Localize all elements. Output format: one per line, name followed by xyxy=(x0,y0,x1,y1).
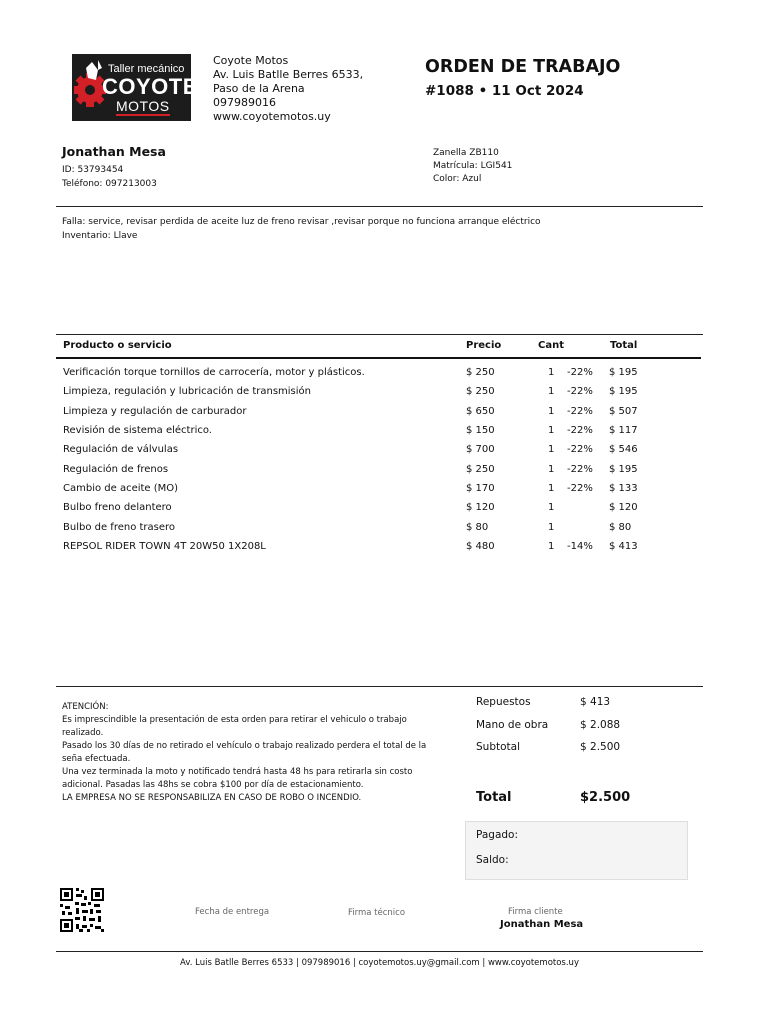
row-desc: Bulbo freno delantero xyxy=(63,502,172,514)
notice-section xyxy=(62,701,442,805)
issue-section xyxy=(62,215,541,243)
row-disc: -22% xyxy=(567,367,593,378)
row-disc: -14% xyxy=(567,541,593,553)
row-desc: Regulación de frenos xyxy=(63,463,169,475)
notice-p3: Una vez terminada la moto y notificado tendrá hasta 48 hs para retirarla sin costo adicional. Pasadas las 48hs se cobra $100 por día de estacionamiento. xyxy=(62,767,413,790)
order-number-date: #1088 • 11 Oct 2024 xyxy=(425,83,584,99)
client-name: Jonathan Mesa xyxy=(62,144,166,159)
row-desc: Verificación torque tornillos de carrocería, motor y plásticos. xyxy=(63,367,365,378)
document-title: ORDEN DE TRABAJO xyxy=(425,57,621,77)
row-disc: -22% xyxy=(567,425,593,437)
row-total: $ 133 xyxy=(609,483,638,495)
company-phone: 097989016 xyxy=(213,96,276,109)
row-total: $ 195 xyxy=(609,463,638,475)
row-price: $ 150 xyxy=(466,425,495,437)
company-name: Coyote Motos xyxy=(213,54,289,67)
client-signature-label: Firma cliente xyxy=(508,907,563,917)
row-desc: REPSOL RIDER TOWN 4T 20W50 1X208L xyxy=(63,541,266,553)
parts-label: Repuestos xyxy=(476,696,531,708)
row-total: $ 195 xyxy=(609,367,638,378)
row-qty: 1 xyxy=(548,521,555,533)
vehicle-model: Zanella ZB110 xyxy=(433,148,499,158)
col-header-price: Precio xyxy=(466,340,502,351)
row-price: $ 650 xyxy=(466,405,495,417)
qr-code-icon xyxy=(60,888,104,932)
row-total: $ 546 xyxy=(609,444,638,456)
row-price: $ 170 xyxy=(466,483,495,495)
row-total: $ 117 xyxy=(609,425,638,437)
issue-fault: Falla: service, revisar perdida de aceite luz de freno revisar ,revisar porque no funciona arranque eléctrico xyxy=(62,217,541,227)
row-qty: 1 xyxy=(548,463,555,475)
row-qty: 1 xyxy=(548,405,555,417)
row-qty: 1 xyxy=(548,386,555,398)
row-total: $ 413 xyxy=(609,541,638,553)
row-price: $ 250 xyxy=(466,463,495,475)
row-price: $ 80 xyxy=(466,521,489,533)
logo-brand: COYOTE xyxy=(102,74,198,99)
delivery-date-label: Fecha de entrega xyxy=(195,907,270,917)
footer-contact: Av. Luis Batlle Berres 6533 | 097989016 | coyotemotos.uy@gmail.com | www.coyotemotos.uy xyxy=(180,958,579,968)
col-header-qty: Cant xyxy=(538,340,564,351)
row-desc: Regulación de válvulas xyxy=(63,444,179,456)
divider xyxy=(56,951,703,952)
notice-p4: LA EMPRESA NO SE RESPONSABILIZA EN CASO DE ROBO O INCENDIO. xyxy=(62,793,362,803)
row-total: $ 195 xyxy=(609,386,638,398)
company-info xyxy=(213,54,383,124)
row-total: $ 80 xyxy=(609,521,632,533)
row-price: $ 700 xyxy=(466,444,495,456)
row-price: $ 120 xyxy=(466,502,495,514)
table-top-border xyxy=(56,334,703,335)
row-qty: 1 xyxy=(548,444,555,456)
row-qty: 1 xyxy=(548,367,555,378)
row-qty: 1 xyxy=(548,425,555,437)
notice-p2: Pasado los 30 días de no retirado el vehículo o trabajo realizado perdera el total de la seña efectuada. xyxy=(62,741,427,764)
company-address: Av. Luis Batlle Berres 6533, Paso de la Arena xyxy=(213,68,364,95)
row-disc: -22% xyxy=(567,386,593,398)
row-disc: -22% xyxy=(567,405,593,417)
subtotal-value: $ 2.500 xyxy=(580,741,621,753)
col-header-total: Total xyxy=(610,340,638,351)
logo-tagline: Taller mecánico xyxy=(108,63,185,75)
issue-inventory: Inventario: Llave xyxy=(62,231,138,241)
notice-heading: ATENCIÓN: xyxy=(62,702,109,712)
row-qty: 1 xyxy=(548,483,555,495)
subtotal-label: Subtotal xyxy=(476,741,520,753)
row-disc: -22% xyxy=(567,483,593,495)
divider xyxy=(56,206,703,207)
vehicle-plate: Matrícula: LGI541 xyxy=(433,161,513,171)
balance-label: Saldo: xyxy=(476,854,509,866)
technician-signature-label: Firma técnico xyxy=(348,908,406,918)
vehicle-color: Color: Azul xyxy=(433,174,482,184)
company-logo xyxy=(72,54,198,121)
row-qty: 1 xyxy=(548,502,555,514)
labor-label: Mano de obra xyxy=(476,719,549,731)
row-price: $ 250 xyxy=(466,367,495,378)
row-price: $ 250 xyxy=(466,386,495,398)
total-value: $2.500 xyxy=(580,790,631,805)
row-desc: Limpieza, regulación y lubricación de transmisión xyxy=(63,386,311,398)
row-desc: Bulbo de freno trasero xyxy=(63,521,176,533)
col-header-product: Producto o servicio xyxy=(63,340,172,351)
client-id: ID: 53793454 xyxy=(62,165,124,175)
logo-sub: MOTOS xyxy=(116,98,170,114)
table-header-border xyxy=(56,357,701,359)
labor-value: $ 2.088 xyxy=(580,719,621,731)
row-disc: -22% xyxy=(567,463,593,475)
row-price: $ 480 xyxy=(466,541,495,553)
client-phone: Teléfono: 097213003 xyxy=(62,179,157,189)
notice-p1: Es imprescindible la presentación de esta orden para retirar el vehiculo o trabajo realizado. xyxy=(62,715,407,738)
client-signature-name: Jonathan Mesa xyxy=(500,919,584,930)
company-website: www.coyotemotos.uy xyxy=(213,110,331,123)
row-total: $ 507 xyxy=(609,405,638,417)
parts-value: $ 413 xyxy=(580,696,611,708)
total-label: Total xyxy=(476,790,512,805)
divider xyxy=(56,686,703,687)
row-desc: Limpieza y regulación de carburador xyxy=(63,405,247,417)
row-desc: Cambio de aceite (MO) xyxy=(63,483,179,495)
paid-label: Pagado: xyxy=(476,829,519,841)
row-total: $ 120 xyxy=(609,502,638,514)
row-disc: -22% xyxy=(567,444,593,456)
row-desc: Revisión de sistema eléctrico. xyxy=(63,425,212,437)
row-qty: 1 xyxy=(548,541,555,553)
